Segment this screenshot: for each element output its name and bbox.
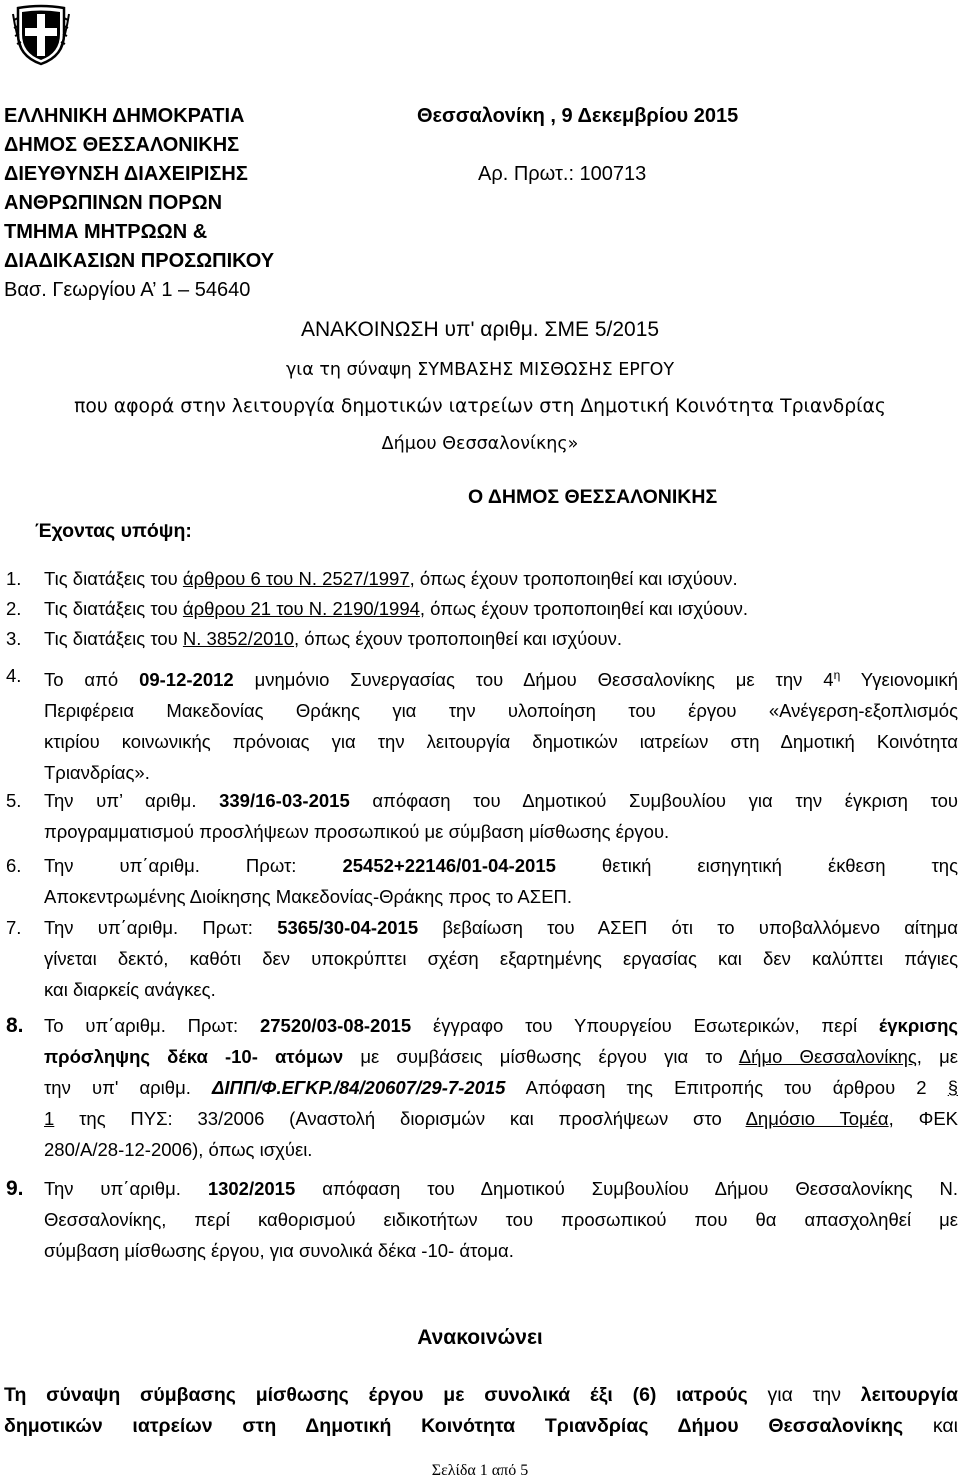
protocol-number: Αρ. Πρωτ.: 100713 — [478, 163, 647, 185]
item-number: 1. — [6, 568, 22, 589]
title-subline-3: Δήμου Θεσσαλονίκης» — [381, 434, 579, 454]
title-subline-1: για τη σύναψη ΣΥΜΒΑΣΗΣ ΜΙΣΘΩΣΗΣ ΕΡΓΟΥ — [285, 360, 675, 380]
title-subline-2: που αφορά στην λειτουργία δημοτικών ιατρείων στη Δημοτική Κοινότητα Τριανδρίας — [74, 396, 886, 417]
item-number: 7. — [6, 917, 22, 938]
announcement-title: ΑΝΑΚΟΙΝΩΣΗ υπ' αριθμ. ΣΜΕ 5/2015 — [300, 318, 660, 341]
header-line-procedures: ΔΙΑΔΙΚΑΣΙΩΝ ΠΡΟΣΩΠΙΚΟΥ — [4, 250, 275, 272]
header-line-republic: ΕΛΛΗΝΙΚΗ ΔΗΜΟΚΡΑΤΙΑ — [4, 105, 245, 127]
header-address: Βασ. Γεωργίου Α’ 1 – 54640 — [4, 279, 251, 301]
header-line-municipality: ΔΗΜΟΣ ΘΕΣΣΑΛΟΝΙΚΗΣ — [4, 134, 240, 156]
item-number: 8. — [6, 1014, 24, 1037]
header-line-directorate: ΔΙΕΥΘΥΝΣΗ ΔΙΑΧΕΙΡΙΣΗΣ — [4, 163, 248, 185]
item-number: 9. — [6, 1177, 24, 1200]
page-footer: Σελίδα 1 από 5 — [431, 1462, 529, 1479]
item-number: 3. — [6, 628, 22, 649]
header-line-department: ΤΜΗΜΑ ΜΗΤΡΩΩΝ & — [4, 221, 208, 243]
greek-state-emblem-icon — [12, 4, 70, 66]
authority-heading: Ο ΔΗΜΟΣ ΘΕΣΣΑΛΟΝΙΚΗΣ — [468, 486, 718, 508]
item-number: 5. — [6, 790, 22, 811]
item-number: 4. — [6, 665, 22, 686]
item-number: 6. — [6, 855, 22, 876]
considering-heading: Έχοντας υπόψη: — [35, 520, 192, 542]
announcement-body: Τη σύναψη σύμβασης μίσθωσης έργου με συνολικά έξι (6) ιατρούς για την λειτουργία δημοτικών ιατρείων στη Δημοτική Κοινότητα Τριανδρίας Δήμου Θεσσαλονίκης και — [4, 1384, 958, 1437]
document-date: Θεσσαλονίκη , 9 Δεκεμβρίου 2015 — [417, 105, 739, 127]
announces-heading: Ανακοινώνει — [417, 1326, 543, 1349]
item-number: 2. — [6, 598, 22, 619]
header-line-hr: ΑΝΘΡΩΠΙΝΩΝ ΠΟΡΩΝ — [4, 192, 223, 214]
